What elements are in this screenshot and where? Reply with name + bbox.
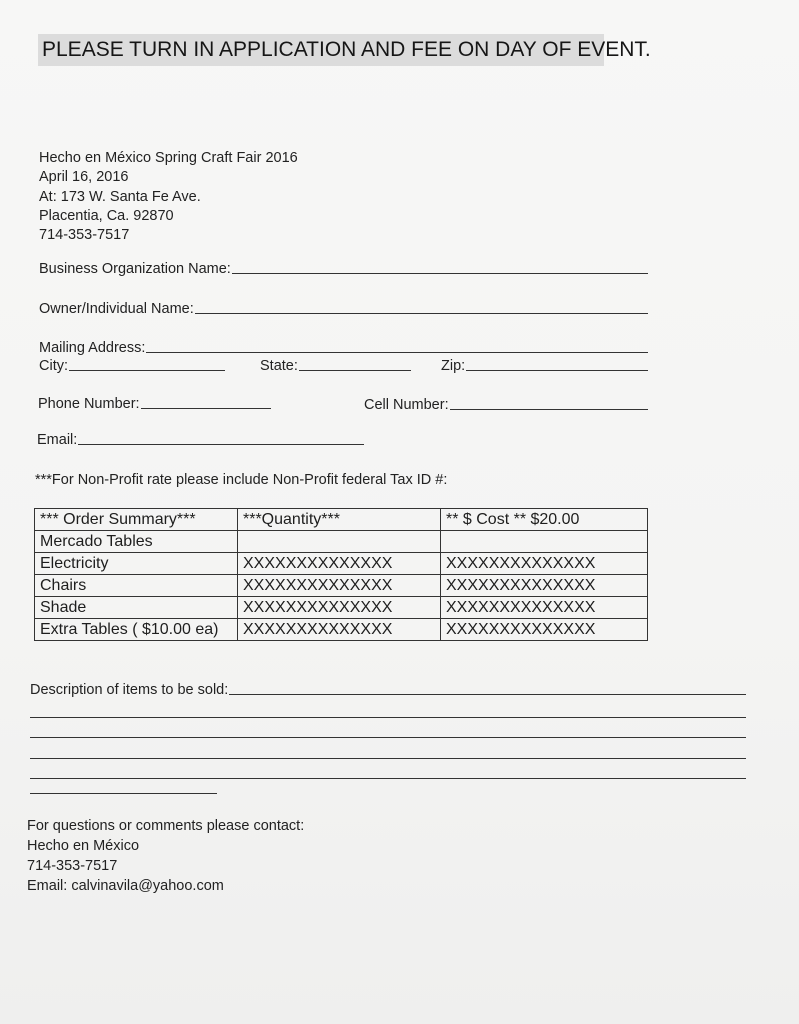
row-item-label: Mercado Tables xyxy=(35,531,238,553)
state-line[interactable] xyxy=(299,370,411,371)
contact-org: Hecho en México xyxy=(27,838,140,854)
description-line[interactable] xyxy=(229,694,746,695)
header-cost: ** $ Cost ** $20.00 xyxy=(441,509,648,531)
mailing-address-label: Mailing Address: xyxy=(39,340,146,356)
event-name: Hecho en México Spring Craft Fair 2016 xyxy=(39,150,298,166)
quantity-cell: XXXXXXXXXXXXXX xyxy=(238,597,441,619)
business-org-label: Business Organization Name: xyxy=(39,261,231,277)
header-quantity: ***Quantity*** xyxy=(238,509,441,531)
zip-line[interactable] xyxy=(466,370,648,371)
owner-field[interactable] xyxy=(39,301,648,317)
description-line[interactable] xyxy=(30,737,746,738)
phone-field[interactable] xyxy=(38,396,271,412)
contact-heading: For questions or comments please contact: xyxy=(27,818,305,834)
description-field[interactable] xyxy=(30,682,746,698)
event-address: At: 173 W. Santa Fe Ave. xyxy=(39,189,201,205)
event-phone: 714-353-7517 xyxy=(39,227,130,243)
cost-cell: XXXXXXXXXXXXXX xyxy=(441,597,648,619)
mailing-address-field[interactable] xyxy=(39,340,648,356)
cost-cell: XXXXXXXXXXXXXX xyxy=(441,575,648,597)
business-org-field[interactable] xyxy=(39,261,648,277)
cell-label: Cell Number: xyxy=(364,397,449,413)
cell-line[interactable] xyxy=(450,409,648,410)
cost-cell: XXXXXXXXXXXXXX xyxy=(441,553,648,575)
row-item-label: Electricity xyxy=(35,553,238,575)
cost-cell: XXXXXXXXXXXXXX xyxy=(441,619,648,641)
zip-field[interactable] xyxy=(441,358,648,374)
state-field[interactable] xyxy=(260,358,411,374)
owner-line[interactable] xyxy=(195,313,648,314)
quantity-cell: XXXXXXXXXXXXXX xyxy=(238,619,441,641)
table-row xyxy=(35,619,648,641)
phone-label: Phone Number: xyxy=(38,396,140,412)
city-line[interactable] xyxy=(69,370,225,371)
row-item-label: Shade xyxy=(35,597,238,619)
owner-label: Owner/Individual Name: xyxy=(39,301,194,317)
table-row xyxy=(35,575,648,597)
business-org-line[interactable] xyxy=(232,273,648,274)
description-line[interactable] xyxy=(30,758,746,759)
zip-label: Zip: xyxy=(441,358,466,374)
description-label: Description of items to be sold: xyxy=(30,682,229,698)
quantity-cell: XXXXXXXXXXXXXX xyxy=(238,575,441,597)
email-label: Email: xyxy=(37,432,78,448)
city-field[interactable] xyxy=(39,358,225,374)
city-label: City: xyxy=(39,358,68,374)
cost-cell[interactable] xyxy=(441,531,648,553)
table-row xyxy=(35,553,648,575)
event-date: April 16, 2016 xyxy=(39,169,129,185)
mailing-address-line[interactable] xyxy=(146,352,648,353)
table-header-row xyxy=(35,509,648,531)
quantity-cell[interactable] xyxy=(238,531,441,553)
table-row xyxy=(35,597,648,619)
quantity-cell: XXXXXXXXXXXXXX xyxy=(238,553,441,575)
nonprofit-note: ***For Non-Profit rate please include Non-Profit federal Tax ID #: xyxy=(35,472,448,488)
row-item-label: Extra Tables ( $10.00 ea) xyxy=(35,619,238,641)
order-summary-table xyxy=(34,508,648,641)
header-order-summary: *** Order Summary*** xyxy=(35,509,238,531)
state-label: State: xyxy=(260,358,298,374)
description-line[interactable] xyxy=(30,793,217,794)
contact-email: Email: calvinavila@yahoo.com xyxy=(27,878,224,894)
table-row xyxy=(35,531,648,553)
description-line[interactable] xyxy=(30,778,746,779)
email-field[interactable] xyxy=(37,432,364,448)
contact-phone: 714-353-7517 xyxy=(27,858,118,874)
event-city: Placentia, Ca. 92870 xyxy=(39,208,174,224)
phone-line[interactable] xyxy=(141,408,271,409)
row-item-label: Chairs xyxy=(35,575,238,597)
description-line[interactable] xyxy=(30,717,746,718)
cell-field[interactable] xyxy=(364,397,648,413)
page-banner: PLEASE TURN IN APPLICATION AND FEE ON DAY OF EVENT. xyxy=(38,34,604,66)
email-line[interactable] xyxy=(78,444,364,445)
